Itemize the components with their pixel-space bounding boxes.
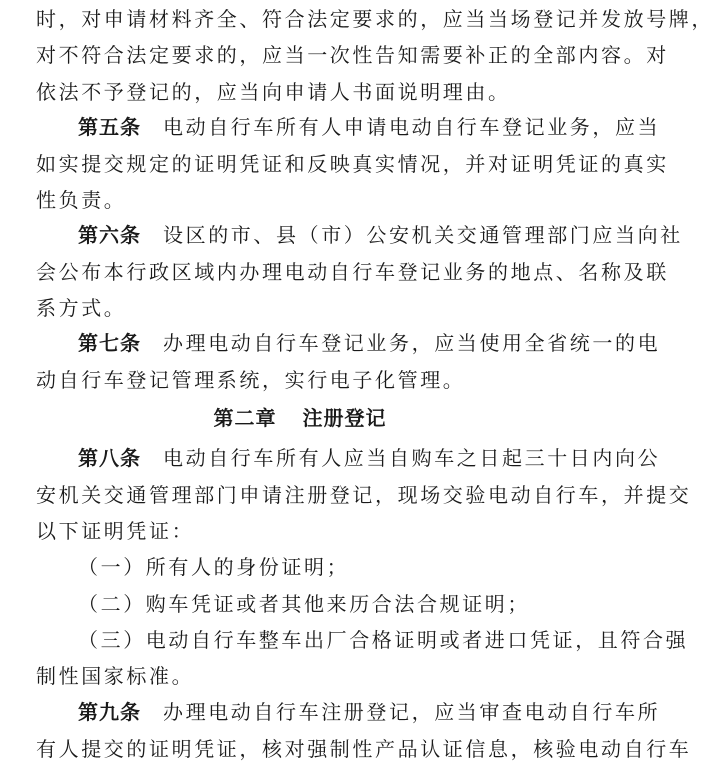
paragraph-line: 动自行车登记管理系统，实行电子化管理。	[36, 368, 466, 392]
article-7-first-line	[78, 331, 660, 355]
paragraph-line: 安机关交通管理部门申请注册登记，现场交验电动自行车，并提交	[36, 483, 692, 507]
article-heading: 第八条	[78, 446, 141, 470]
chapter-number: 第二章	[213, 406, 277, 430]
article-9-first-line	[78, 700, 660, 724]
chapter-title: 注册登记	[302, 406, 387, 430]
article-text: 电动自行车所有人应当自购车之日起三十日内向公	[163, 446, 661, 470]
paragraph-line: 依法不予登记的，应当向申请人书面说明理由。	[36, 80, 511, 104]
article-heading: 第九条	[78, 700, 141, 724]
paragraph-line: 性负责。	[36, 188, 127, 212]
article-heading: 第七条	[78, 331, 141, 355]
paragraph-line: 有人提交的证明凭证，核对强制性产品认证信息，核验电动自行车	[36, 737, 692, 761]
article-text: 电动自行车所有人申请电动自行车登记业务，应当	[163, 115, 661, 139]
article-text: 办理电动自行车注册登记，应当审查电动自行车所	[163, 700, 661, 724]
article-5-first-line	[78, 115, 660, 139]
paragraph-line: 系方式。	[36, 296, 127, 320]
article-text: 设区的市、县（市）公安机关交通管理部门应当向社	[163, 223, 683, 247]
article-6-first-line	[78, 223, 683, 247]
paragraph-line: 对不符合法定要求的，应当一次性告知需要补正的全部内容。对	[36, 43, 669, 67]
chapter-heading	[0, 406, 600, 430]
list-item: （一）所有人的身份证明；	[78, 555, 350, 579]
article-text: 办理电动自行车登记业务，应当使用全省统一的电	[163, 331, 661, 355]
paragraph-line: 时，对申请材料齐全、符合法定要求的，应当当场登记并发放号牌，	[36, 7, 714, 31]
article-heading: 第六条	[78, 223, 141, 247]
article-heading: 第五条	[78, 115, 141, 139]
paragraph-line: 如实提交规定的证明凭证和反映真实情况，并对证明凭证的真实	[36, 152, 669, 176]
paragraph-line: 会公布本行政区域内办理电动自行车登记业务的地点、名称及联	[36, 260, 669, 284]
paragraph-line: 制性国家标准。	[36, 664, 195, 688]
list-item: （二）购车凭证或者其他来历合法合规证明；	[78, 592, 530, 616]
paragraph-line: 以下证明凭证：	[36, 519, 195, 543]
article-8-first-line	[78, 446, 660, 470]
list-item: （三）电动自行车整车出厂合格证明或者进口凭证，且符合强	[78, 628, 689, 652]
